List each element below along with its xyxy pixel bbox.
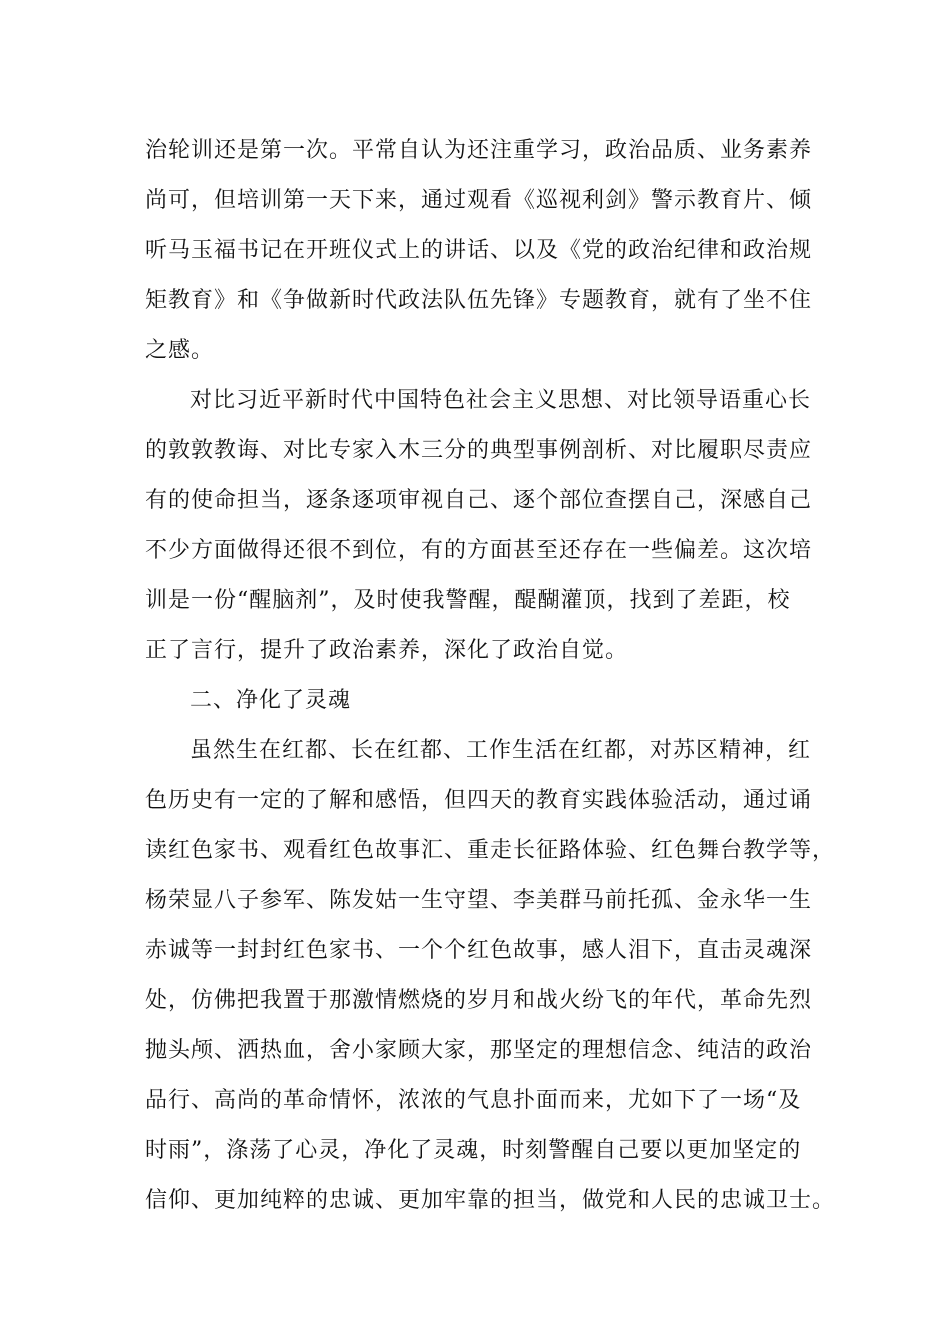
text-line: 处，仿佛把我置于那激情燃烧的岁月和战火纷飞的年代，革命先烈	[145, 988, 813, 1013]
text-line: 之感。	[145, 338, 215, 363]
text-line: 尚可，但培训第一天下来，通过观看《巡视利剑》警示教育片、倾	[145, 188, 813, 213]
text-line: 有的使命担当，逐条逐项审视自己、逐个部位查摆自己，深感自己	[145, 488, 813, 513]
text-line: 正了言行，提升了政治素养，深化了政治自觉。	[145, 638, 629, 663]
section-heading: 二、净化了灵魂	[190, 688, 352, 713]
paragraph-start-line: 对比习近平新时代中国特色社会主义思想、对比领导语重心长	[190, 388, 812, 413]
text-line: 训是一份“醒脑剂”，及时使我警醒，醍醐灌顶，找到了差距，校	[145, 588, 791, 613]
text-line: 杨荣显八子参军、陈发姑一生守望、李美群马前托孤、金永华一生	[145, 888, 813, 913]
text-line: 信仰、更加纯粹的忠诚、更加牢靠的担当，做党和人民的忠诚卫士。	[145, 1188, 836, 1213]
text-line: 不少方面做得还很不到位，有的方面甚至还存在一些偏差。这次培	[145, 538, 813, 563]
text-line: 抛头颅、洒热血，舍小家顾大家，那坚定的理想信念、纯洁的政治	[145, 1038, 813, 1063]
text-line: 矩教育》和《争做新时代政法队伍先锋》专题教育，就有了坐不住	[145, 288, 813, 313]
text-line: 听马玉福书记在开班仪式上的讲话、以及《党的政治纪律和政治规	[145, 238, 813, 263]
text-line: 读红色家书、观看红色故事汇、重走长征路体验、红色舞台教学等，	[145, 838, 836, 863]
text-line: 色历史有一定的了解和感悟，但四天的教育实践体验活动，通过诵	[145, 788, 813, 813]
text-line: 赤诚等一封封红色家书、一个个红色故事，感人泪下，直击灵魂深	[145, 938, 813, 963]
text-line: 的敦敦教诲、对比专家入木三分的典型事例剖析、对比履职尽责应	[145, 438, 813, 463]
text-line: 品行、高尚的革命情怀，浓浓的气息扑面而来，尤如下了一场“及	[145, 1088, 802, 1113]
paragraph-start-line: 虽然生在红都、长在红都、工作生活在红都，对苏区精神，红	[190, 738, 812, 763]
text-line: 治轮训还是第一次。平常自认为还注重学习，政治品质、业务素养	[145, 138, 813, 163]
text-line: 时雨”，涤荡了心灵，净化了灵魂，时刻警醒自己要以更加坚定的	[145, 1138, 802, 1163]
